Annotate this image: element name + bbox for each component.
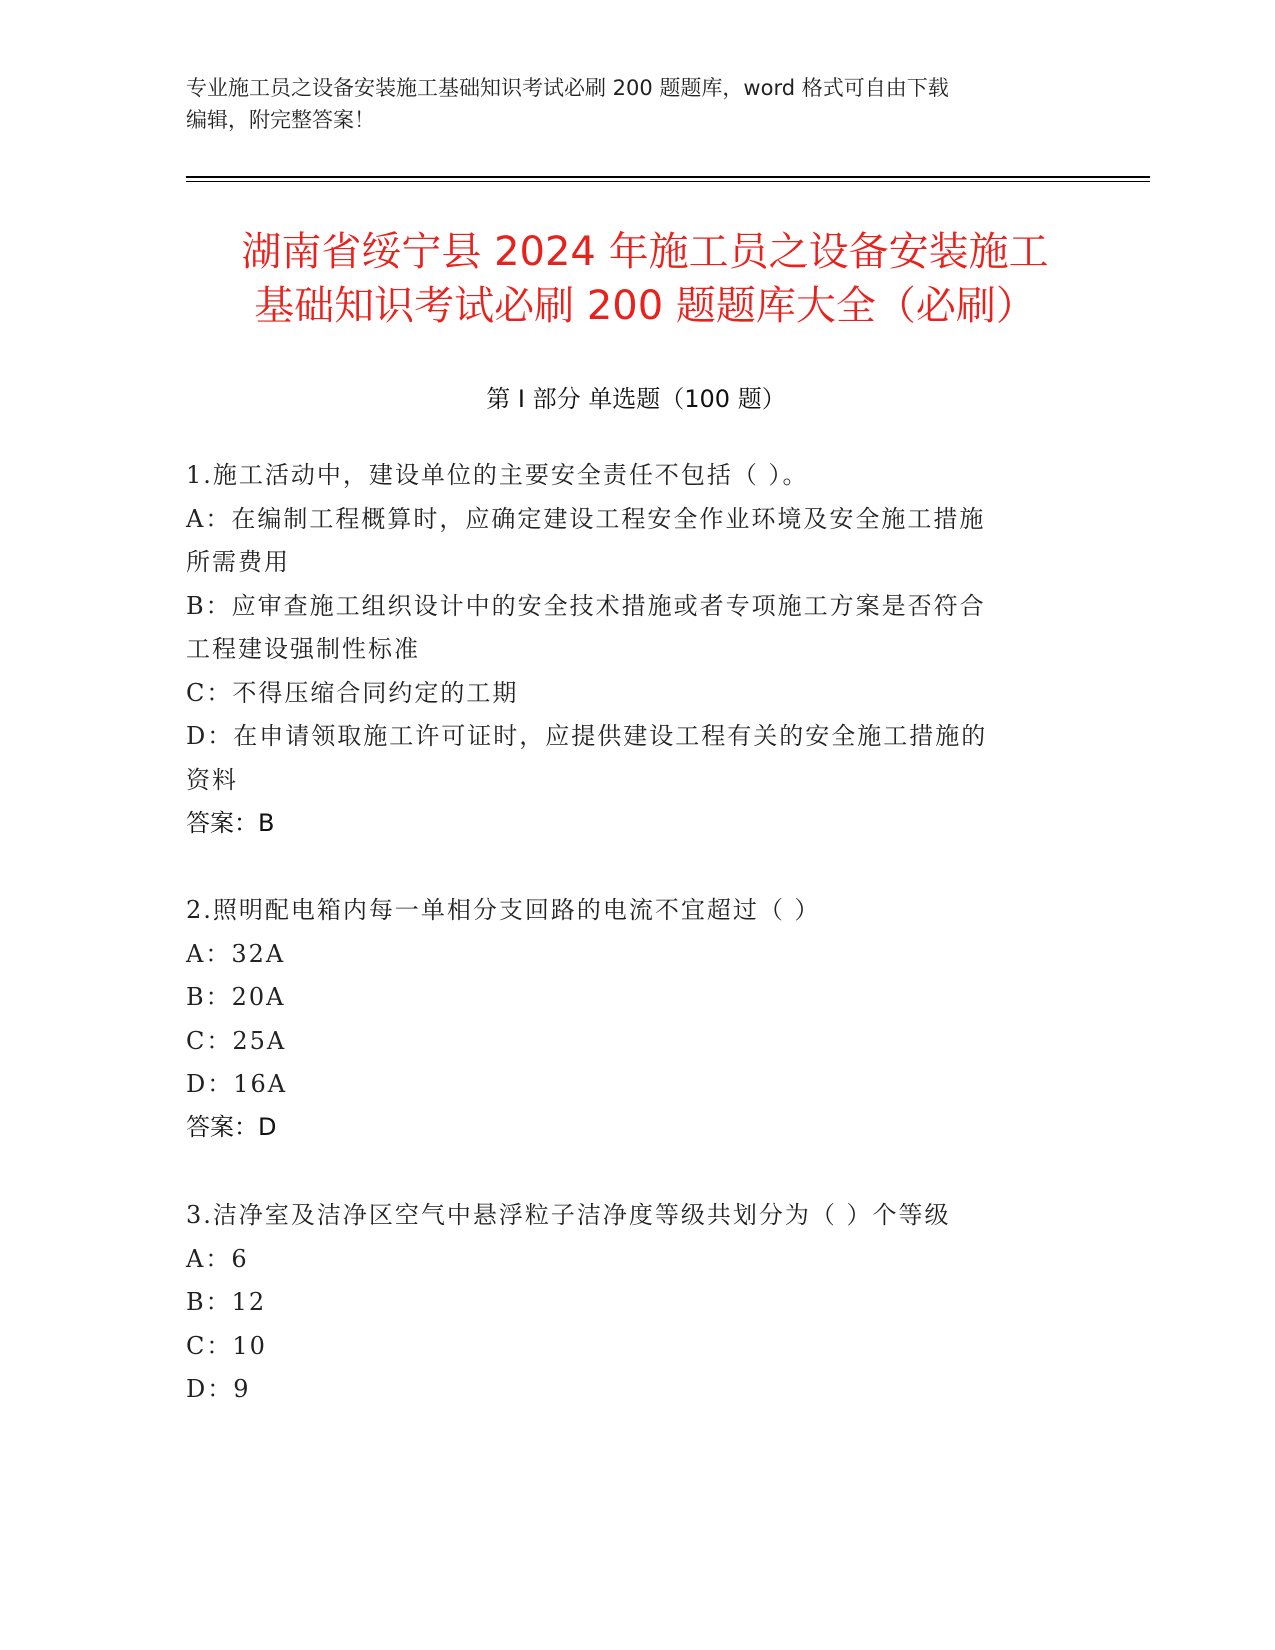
section-heading: 第 I 部分 单选题（100 题） bbox=[486, 385, 786, 413]
question-2-option-a: A：32A bbox=[186, 940, 286, 968]
question-3-option-a: A：6 bbox=[186, 1245, 249, 1273]
question-2-option-d: D：16A bbox=[186, 1070, 288, 1098]
question-3-option-d: D：9 bbox=[186, 1375, 251, 1403]
question-1-option-d: D：在申请领取施工许可证时，应提供建设工程有关的安全施工措施的 bbox=[186, 722, 988, 750]
question-1-option-b: B：应审查施工组织设计中的安全技术措施或者专项施工方案是否符合 bbox=[186, 592, 986, 620]
document-title bbox=[180, 225, 1110, 333]
question-1-option-d-cont: 资料 bbox=[186, 766, 238, 794]
question-3-option-b: B：12 bbox=[186, 1288, 267, 1316]
question-1-answer: 答案：B bbox=[186, 809, 275, 837]
question-1-stem: 1.施工活动中，建设单位的主要安全责任不包括（ ）。 bbox=[186, 461, 809, 489]
question-2-option-b: B：20A bbox=[186, 983, 286, 1011]
question-1-option-a: A：在编制工程概算时，应确定建设工程安全作业环境及安全施工措施 bbox=[186, 505, 986, 533]
header-line-2: 编辑，附完整答案！ bbox=[186, 108, 375, 132]
question-2-answer: 答案：D bbox=[186, 1113, 277, 1141]
header-divider-thick bbox=[186, 176, 1150, 178]
question-3-option-c: C：10 bbox=[186, 1332, 267, 1360]
question-1-option-c: C：不得压缩合同约定的工期 bbox=[186, 679, 519, 707]
title-line-2: 基础知识考试必刷 200 题题库大全（必刷） bbox=[254, 283, 1036, 329]
title-line-1: 湖南省绥宁县 2024 年施工员之设备安装施工 bbox=[241, 229, 1049, 275]
question-2-option-c: C：25A bbox=[186, 1027, 287, 1055]
header-line-1: 专业施工员之设备安装施工基础知识考试必刷 200 题题库，word 格式可自由下载 bbox=[186, 76, 949, 100]
page-header bbox=[186, 72, 1066, 136]
question-2-stem: 2.照明配电箱内每一单相分支回路的电流不宜超过（ ） bbox=[186, 896, 821, 924]
question-3-stem: 3.洁净室及洁净区空气中悬浮粒子洁净度等级共划分为（ ）个等级 bbox=[186, 1201, 951, 1229]
question-1-option-a-cont: 所需费用 bbox=[186, 548, 290, 576]
header-divider-thin bbox=[186, 181, 1150, 182]
question-1-option-b-cont: 工程建设强制性标准 bbox=[186, 635, 420, 663]
